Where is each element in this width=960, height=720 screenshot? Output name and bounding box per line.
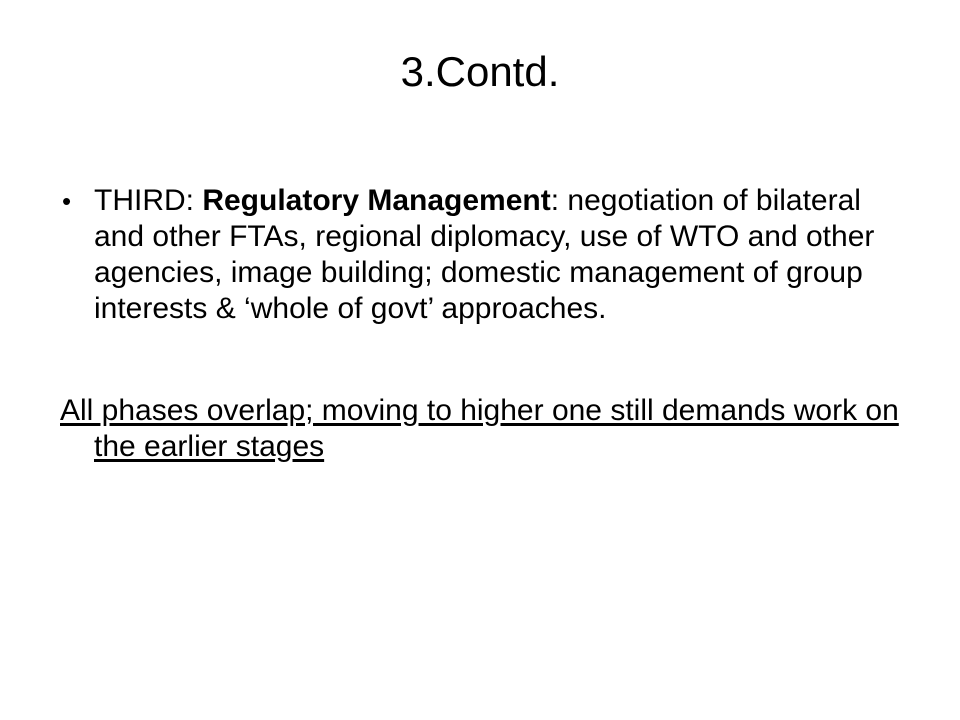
bullet-text: : negotiation of bilateral and other FTAs, regional diplomacy, use of WTO and other agencies, image building; domestic management of group interests & ‘whole of govt’ approaches. xyxy=(94,184,875,325)
underlined-note: All phases overlap; moving to higher one still demands work on the earlier stages xyxy=(60,394,899,463)
bullet-icon: • xyxy=(62,186,72,216)
slide-body xyxy=(60,183,910,495)
bullet-bold-term: Regulatory Management xyxy=(202,184,551,217)
bullet-lead: THIRD: xyxy=(94,184,203,217)
bullet-item xyxy=(60,183,910,327)
slide-title: 3.Contd. xyxy=(400,48,560,95)
